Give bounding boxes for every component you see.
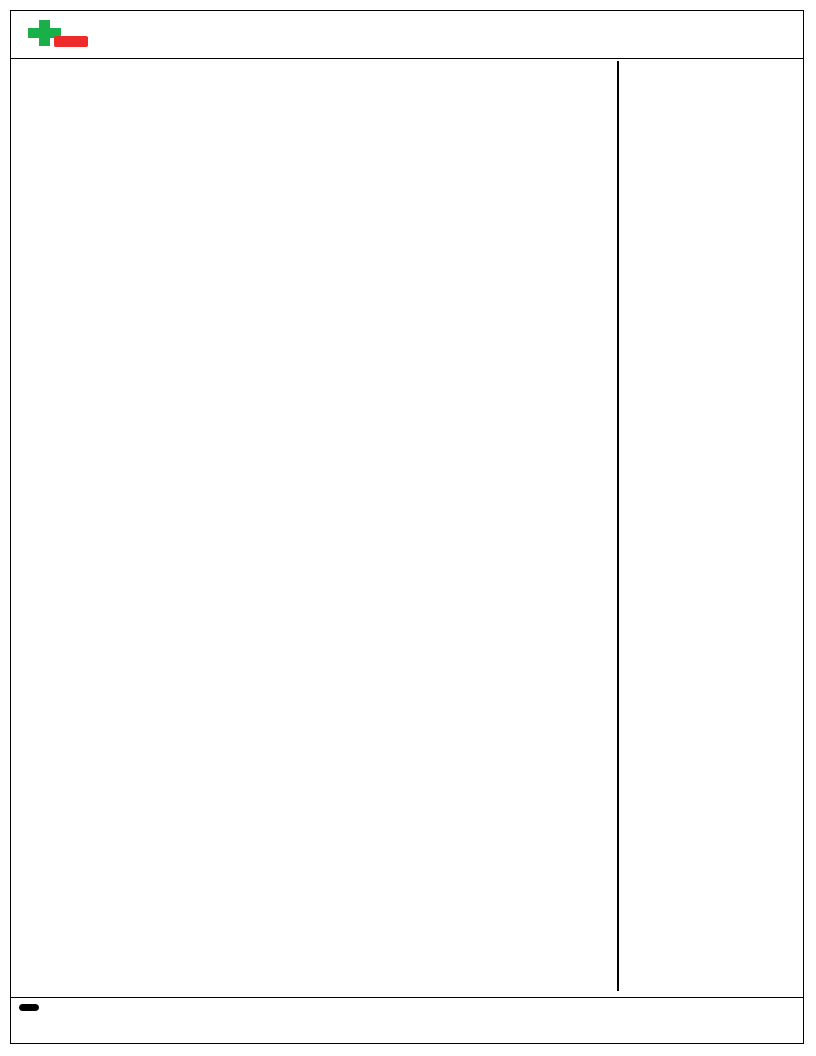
page-body — [11, 59, 803, 997]
worksheet-page — [10, 10, 804, 1044]
brand-badge — [19, 1004, 39, 1011]
page-footer — [11, 997, 803, 1043]
logo-icon — [17, 17, 89, 53]
page-header — [11, 11, 803, 59]
answers-column — [625, 59, 803, 997]
column-divider — [617, 61, 619, 991]
problems-column — [11, 59, 611, 997]
